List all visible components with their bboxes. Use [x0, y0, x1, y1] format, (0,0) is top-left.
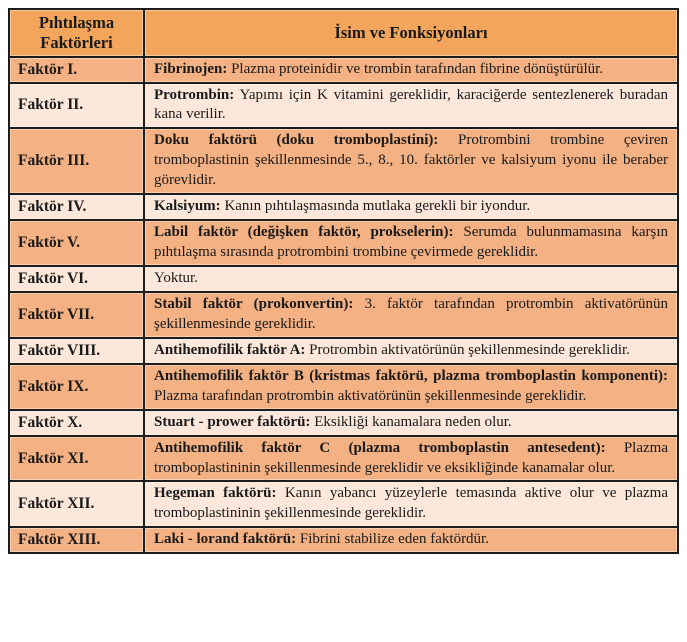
factor-label: Faktör IV. — [9, 194, 144, 220]
factor-function-text: Fibrini stabilize eden faktördür. — [299, 531, 489, 548]
factor-description-cell — [144, 194, 678, 220]
table-row — [9, 266, 678, 292]
factor-label: Faktör VII. — [9, 292, 144, 338]
factor-label: Faktör XII. — [9, 481, 144, 527]
factor-label: Faktör XIII. — [9, 527, 144, 553]
factor-label: Faktör I. — [9, 57, 144, 83]
factor-description-cell — [144, 410, 678, 436]
factor-label: Faktör VIII. — [9, 338, 144, 364]
factor-description-cell — [144, 364, 678, 410]
factor-description-cell — [144, 338, 678, 364]
clotting-factors-table — [8, 8, 679, 554]
factor-description-cell — [144, 57, 678, 83]
factor-term: Antihemofilik faktör C (plazma tromboplastin antesedent): — [154, 439, 606, 456]
table-row — [9, 527, 678, 553]
factor-term: Antihemofilik faktör A: — [154, 341, 306, 358]
table-row — [9, 338, 678, 364]
factor-function-text: Yoktur. — [154, 270, 198, 287]
column-header-name-and-functions: İsim ve Fonksiyonları — [144, 9, 678, 57]
factor-function-text: Plazma proteinidir ve trombin tarafından fibrine dönüştürülür. — [231, 60, 604, 77]
table-row — [9, 83, 678, 129]
factor-label: Faktör III. — [9, 128, 144, 194]
factor-term: Hegeman faktörü: — [154, 485, 277, 502]
factor-description-cell — [144, 128, 678, 194]
factor-function-text: Plazma tromboplastininin şekillenmesinde gereklidir ve eksikliğinde kanamalar olur. — [154, 439, 668, 476]
factor-description-cell — [144, 83, 678, 129]
factor-function-text: Protrombin aktivatörünün şekillenmesinde gereklidir. — [309, 341, 630, 358]
factor-description-cell — [144, 220, 678, 266]
factor-term: Laki - lorand faktörü: — [154, 531, 297, 548]
factor-function-text: Eksikliği kanamalara neden olur. — [314, 413, 512, 430]
factor-term: Labil faktör (değişken faktör, prokselerin): — [154, 224, 454, 241]
table-row — [9, 410, 678, 436]
factor-term: Antihemofilik faktör B (kristmas faktörü, plazma tromboplastin komponenti): — [154, 367, 668, 384]
factor-function-text: 3. faktör tarafından protrombin aktivatörünün şekillenmesinde gereklidir. — [154, 295, 669, 332]
factor-term: Stabil faktör (prokonvertin): — [154, 295, 354, 312]
factor-term: Doku faktörü (doku tromboplastini): — [154, 132, 439, 149]
table-row — [9, 57, 678, 83]
factor-function-text: Kanın pıhtılaşmasında mutlaka gerekli bir iyondur. — [224, 198, 531, 215]
factor-term: Fibrinojen: — [154, 60, 228, 77]
table-row — [9, 220, 678, 266]
factor-label: Faktör V. — [9, 220, 144, 266]
factor-function-text: Kanın yabancı yüzeylerle temasında aktive olur ve plazma tromboplastininin şekillenmesinde gereklidir. — [154, 485, 669, 522]
factor-function-text: Yapımı için K vitamini gereklidir, karaciğerde sentezlenerek buradan kana verilir. — [154, 86, 668, 123]
factor-term: Protrombin: — [154, 86, 235, 103]
table-row — [9, 194, 678, 220]
table-row — [9, 436, 678, 482]
factor-description-cell — [144, 481, 678, 527]
factor-description-cell — [144, 266, 678, 292]
factor-function-text: Serumda bulunmamasına karşın pıhtılaşma sırasında protrombini trombine çevirmede gereklidir. — [154, 224, 668, 261]
factor-term: Kalsiyum: — [154, 198, 221, 215]
factor-description-cell — [144, 292, 678, 338]
table-row — [9, 364, 678, 410]
table-row — [9, 481, 678, 527]
table-header-row — [9, 9, 678, 57]
column-header-clotting-factors: Pıhtılaşma Faktörleri — [9, 9, 144, 57]
factor-term: Stuart - prower faktörü: — [154, 413, 311, 430]
factor-label: Faktör XI. — [9, 436, 144, 482]
factor-description-cell — [144, 527, 678, 553]
factor-label: Faktör VI. — [9, 266, 144, 292]
table-row — [9, 292, 678, 338]
factor-function-text: Protrombini trombine çeviren tromboplastinin şekillenmesinde 5., 8., 10. faktörler ve kalsiyum iyonu ile beraber görevlidir. — [154, 132, 669, 189]
table-row — [9, 128, 678, 194]
factor-label: Faktör X. — [9, 410, 144, 436]
factor-label: Faktör IX. — [9, 364, 144, 410]
factor-function-text: Plazma tarafından protrombin aktivatörünün şekillenmesinde gereklidir. — [154, 387, 587, 404]
table-body — [9, 57, 678, 554]
factor-label: Faktör II. — [9, 83, 144, 129]
factor-description-cell — [144, 436, 678, 482]
